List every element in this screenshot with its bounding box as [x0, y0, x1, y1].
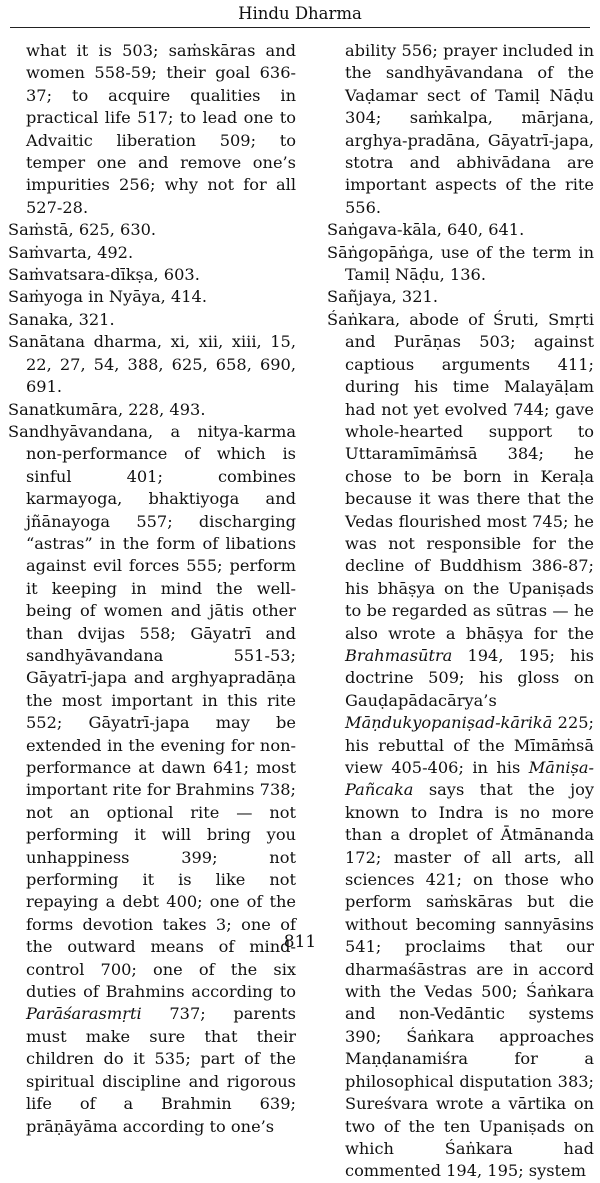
index-entry-text: Sanatkumāra, 228, 493.	[8, 399, 206, 419]
index-column-right	[327, 40, 594, 1183]
index-entry	[8, 399, 296, 421]
index-entry	[327, 242, 594, 287]
index-entry	[327, 309, 594, 1183]
index-entry	[8, 219, 296, 241]
index-entry-text: Saṁvarta, 492.	[8, 242, 134, 262]
index-entry	[8, 331, 296, 398]
header-rule	[10, 27, 590, 28]
index-entry	[327, 219, 594, 241]
index-entry-text: Saṁyoga in Nyāya, 414.	[8, 287, 207, 307]
index-entry-text: 737; parents must make sure that their children do it 535; part of the spiritual discipline and rigorous life of a Brahmin 639; prāṇāyāma according to one’s	[26, 1004, 296, 1136]
index-entry-text: Saṁvatsara-dīkṣa, 603.	[8, 265, 200, 285]
index-entry-text: 225; his rebuttal of the Mīmāṁsā view 405-406; in his	[345, 713, 594, 777]
page-number: 811	[283, 932, 317, 952]
index-entry	[8, 309, 296, 331]
index-entry-text: ability 556; prayer included in the sandhyāvandana of the Vaḍamar sect of Tamiḷ Nāḍu 304; saṁkalpa, mārjana, arghya-pradāna, Gāyatrī-japa, stotra and abhivādana are important aspects of the rite 556.	[345, 41, 594, 217]
index-entry	[327, 40, 594, 219]
index-column-left	[8, 40, 296, 1138]
index-entry-title: Brahmasūtra	[345, 645, 453, 665]
index-entry-text: Saṁstā, 625, 630.	[8, 220, 157, 240]
index-entry	[8, 242, 296, 264]
index-entry	[8, 264, 296, 286]
index-entry-text: Saṅgava-kāla, 640, 641.	[327, 220, 525, 240]
index-entry-title: Parāśarasmṛti	[26, 1004, 142, 1024]
index-entry-text: Sanātana dharma, xi, xii, xiii, 15, 22, 27, 54, 388, 625, 658, 690, 691.	[8, 332, 296, 397]
index-entry-text: Sandhyāvandana, a nitya-karma non-performance of which is sinful 401; combines karmayoga, bhaktiyoga and jñānayoga 557; discharging “astras” in the form of libations against evil forces 555; perform it keeping in mind the well-being of women and jātis other than dvijas 558; Gāyatrī and sandhyāvandana 551-53; Gāyatrī-japa and arghyapradāṇa the most important in this rite 552; Gāyatrī-japa may be extended in the evening for non-performance at dawn 641; most important rite for Brahmins 738; not an optional rite — not performing it will bring you unhappiness 399; not performing it is like not repaying a debt 400; one of the forms devotion takes 3; one of the outward means of mind-control 700; one of the six duties of Brahmins according to	[8, 421, 296, 1002]
index-entry	[8, 286, 296, 308]
index-entry-text: 194, 195; his doctrine 509; his gloss on Gauḍapādacārya’s	[345, 645, 594, 710]
index-entry	[8, 421, 296, 1138]
index-entry	[327, 286, 594, 308]
index-entry-text: Sanaka, 321.	[8, 309, 115, 329]
index-entry-title: Māṇdukyopaniṣad-kārikā	[345, 713, 553, 733]
index-entry-text: says that the joy known to Indra is no more than a droplet of Ātmānanda 172; master of all arts, all sciences 421; on those who perform saṁskāras but die without becoming sannyāsins 541; proclaims that our dharmaśāstras are in accord with the Vedas 500; Śaṅkara and non-Vedāntic systems 390; Śaṅkara approaches Maṇḍanamiśra for a philosophical disputation 383; Sureśvara wrote a vārtika on two of the ten Upaniṣads on which Śaṅkara had commented 194, 195; system	[345, 780, 594, 1181]
index-entry-text: Śaṅkara, abode of Śruti, Smṛti and Purāṇas 503; against captious arguments 411; during his time Malayāḷam had not yet evolved 744; gave whole-hearted support to Uttaramīmāṁsā 384; he chose to be born in Keraḷa because it was there that the Vedas flourished most 745; he was not responsible for the decline of Buddhism 386-87; his bhāṣya on the Upaniṣads to be regarded as sūtras — he also wrote a bhāṣya for the	[327, 309, 594, 643]
index-entry-text: Sāṅgopāṅga, use of the term in Tamiḷ Nāḍu, 136.	[327, 242, 594, 285]
index-entry-title: Māniṣa-Pañcaka	[345, 758, 594, 800]
index-entry	[8, 40, 296, 219]
index-entry-text: what it is 503; saṁskāras and women 558-59; their goal 636-37; to acquire qualities in practical life 517; to lead one to Advaitic liberation 509; to temper one and remove one’s impurities 256; why not for all 527-28.	[26, 41, 296, 217]
page-header: Hindu Dharma	[238, 4, 362, 23]
index-entry-text: Sañjaya, 321.	[327, 287, 438, 307]
